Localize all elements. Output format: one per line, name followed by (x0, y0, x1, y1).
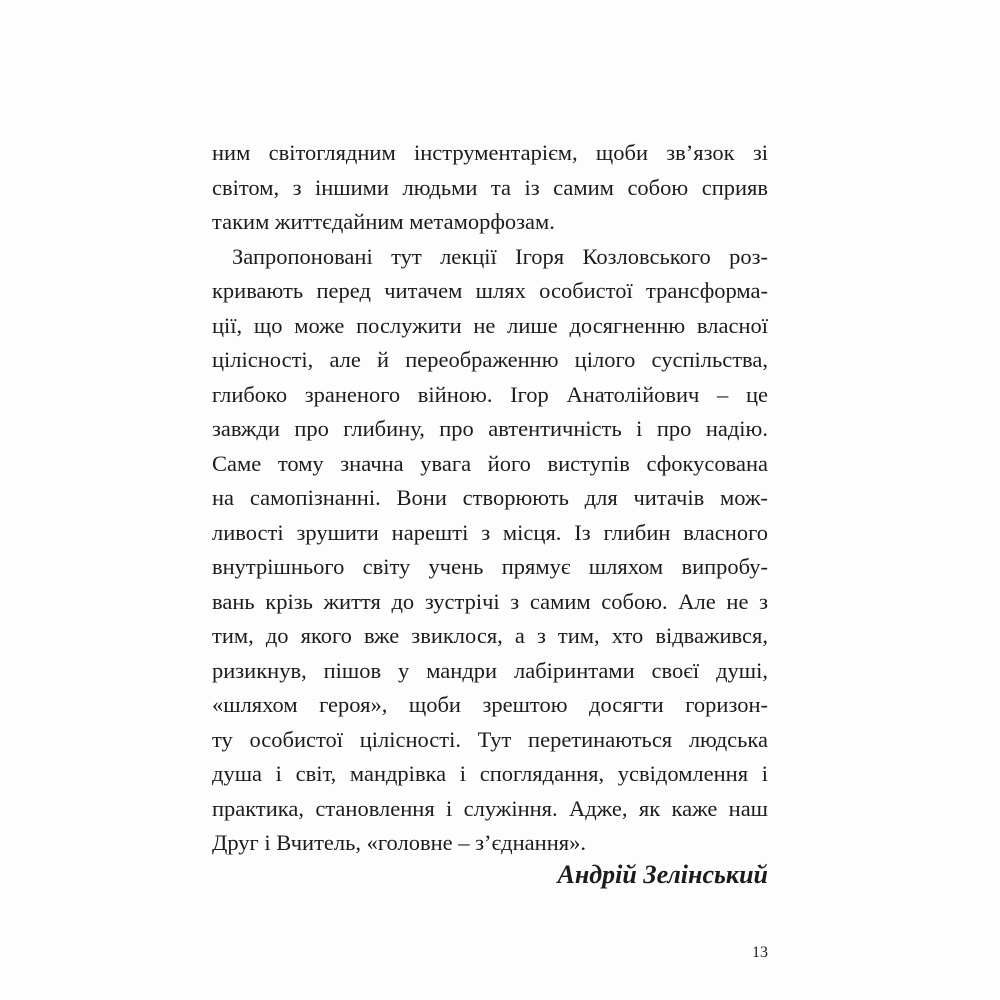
text-line: глибоко зраненого війною. Ігор Анатолійович – це (212, 381, 768, 407)
text-line: цілісності, але й переображенню цілого суспільства, (212, 347, 768, 372)
text-line: ливості зрушити нарешті з місця. Із глибин власного (212, 519, 768, 545)
text-line: світом, з іншими людьми та із самим собою сприяв (212, 174, 768, 200)
text-line: практика, становлення і служіння. Адже, як каже наш (212, 795, 768, 821)
text-line: душа і світ, мандрівка і споглядання, усвідомлення і (212, 761, 768, 786)
body-text (212, 136, 768, 861)
text-line: ним світоглядним інструментарієм, щоби зв’язок зі (212, 140, 768, 165)
text-line: Друг і Вчитель, «головне – з’єднання». (212, 830, 586, 855)
text-line: Саме тому значна увага його виступів сфокусована (212, 450, 768, 476)
text-line: кривають перед читачем шлях особистої трансформа- (212, 278, 768, 303)
text-line: «шляхом героя», щоби зрештою досягти горизон- (212, 692, 768, 717)
text-line: таким життєдайним метаморфозам. (212, 209, 555, 234)
text-line: ції, що може послужити не лише досягненню власної (212, 312, 768, 338)
text-line: завжди про глибину, про автентичність і про надію. (212, 416, 768, 441)
page-number: 13 (752, 944, 768, 961)
author-signature: Андрій Зелінський (557, 860, 768, 889)
text-line: на самопізнанні. Вони створюють для читачів мож- (212, 485, 768, 510)
text-line: ту особистої цілісності. Тут перетинаються людська (212, 726, 768, 752)
text-line: вань крізь життя до зустрічі з самим собою. Але не з (212, 588, 768, 614)
text-line: ризикнув, пішов у мандри лабіринтами своєї душі, (212, 657, 768, 683)
text-line: Запропоновані тут лекції Ігоря Козловського роз- (232, 243, 768, 269)
text-line: внутрішнього світу учень прямує шляхом випробу- (212, 554, 768, 579)
text-line: тим, до якого вже звиклося, а з тим, хто відважився, (212, 623, 768, 648)
